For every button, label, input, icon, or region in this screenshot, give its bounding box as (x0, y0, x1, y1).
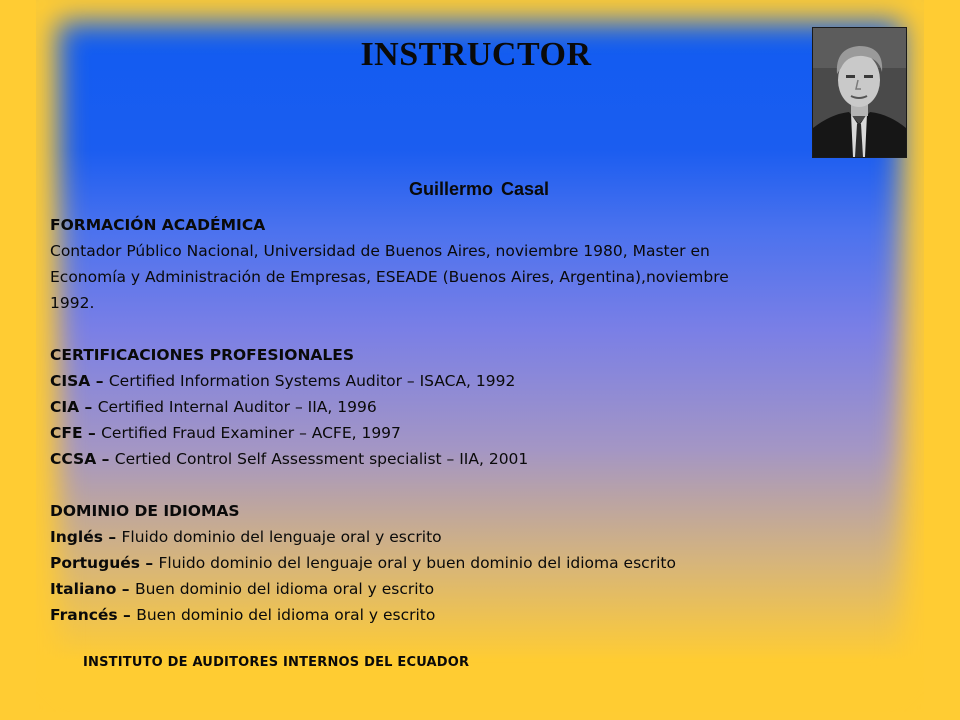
section-spacer (50, 316, 890, 342)
language-name: Inglés – (50, 528, 122, 546)
certification-code: CCSA – (50, 450, 115, 468)
certification-text: Certified Information Systems Auditor – ISACA, 1992 (108, 372, 516, 390)
language-name: Portugués – (50, 554, 159, 572)
certification-text: Certified Internal Auditor – IIA, 1996 (97, 398, 377, 416)
certification-item (50, 420, 890, 446)
certification-text: Certified Fraud Examiner – ACFE, 1997 (101, 424, 401, 442)
certification-code: CIA – (50, 398, 98, 416)
academic-line: Contador Público Nacional, Universidad de Buenos Aires, noviembre 1980, Master en (50, 242, 710, 260)
slide-title: INSTRUCTOR (360, 36, 592, 73)
instructor-photo (812, 27, 907, 158)
certification-text: Certied Control Self Assessment specialist – IIA, 2001 (114, 450, 529, 468)
certification-item (50, 368, 890, 394)
language-name: Italiano – (50, 580, 135, 598)
language-item (50, 550, 890, 576)
certification-item (50, 394, 890, 420)
section-spacer (50, 472, 890, 498)
language-item (50, 602, 890, 628)
language-item (50, 524, 890, 550)
instructor-name: Guillermo Casal (408, 179, 550, 199)
cv-content (50, 212, 890, 628)
language-level: Buen dominio del idioma oral y escrito (136, 606, 436, 624)
academic-line: Economía y Administración de Empresas, ESEADE (Buenos Aires, Argentina),noviembre (50, 268, 729, 286)
language-level: Fluido dominio del lenguaje oral y escrito (121, 528, 442, 546)
academic-heading: FORMACIÓN ACADÉMICA (50, 216, 266, 234)
language-item (50, 576, 890, 602)
certification-code: CISA – (50, 372, 109, 390)
footer-organization: INSTITUTO DE AUDITORES INTERNOS DEL ECUADOR (83, 655, 470, 670)
academic-line: 1992. (50, 294, 95, 312)
language-level: Fluido dominio del lenguaje oral y buen dominio del idioma escrito (158, 554, 676, 572)
certification-item (50, 446, 890, 472)
languages-heading: DOMINIO DE IDIOMAS (50, 502, 240, 520)
certifications-heading: CERTIFICACIONES PROFESIONALES (50, 346, 355, 364)
language-level: Buen dominio del idioma oral y escrito (134, 580, 435, 598)
language-name: Francés – (50, 606, 137, 624)
certification-code: CFE – (50, 424, 102, 442)
